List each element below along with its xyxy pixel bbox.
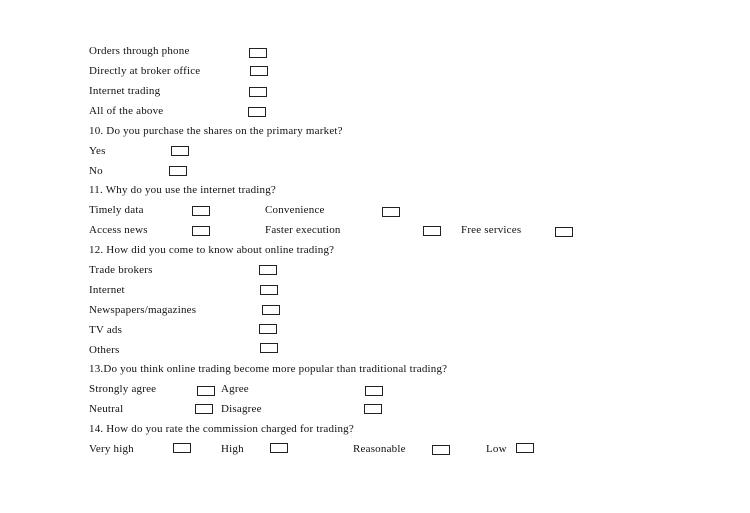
q11-option-free-services-checkbox[interactable] xyxy=(555,227,573,237)
q11-option-timely-data-label: Timely data xyxy=(89,204,144,216)
q10-option-no-checkbox[interactable] xyxy=(169,166,187,176)
q9-option-internet-checkbox[interactable] xyxy=(249,87,267,97)
q11-question: 11. Why do you use the internet trading? xyxy=(89,184,277,196)
q12-question: 12. How did you come to know about online trading? xyxy=(89,244,335,256)
q11-option-faster-execution-checkbox[interactable] xyxy=(423,226,441,236)
q14-option-high-label: High xyxy=(221,443,244,455)
q11-option-timely-data-checkbox[interactable] xyxy=(192,206,210,216)
q10-question: 10. Do you purchase the shares on the primary market? xyxy=(89,125,343,137)
q9-option-broker-office-checkbox[interactable] xyxy=(250,66,268,76)
q12-option-tv-ads-label: TV ads xyxy=(89,324,123,336)
q12-option-brokers-checkbox[interactable] xyxy=(259,265,277,275)
q13-option-disagree-label: Disagree xyxy=(221,403,262,415)
q13-option-neutral-checkbox[interactable] xyxy=(195,404,213,414)
q11-option-free-services-label: Free services xyxy=(461,224,522,236)
q13-option-neutral-label: Neutral xyxy=(89,403,124,415)
q14-question: 14. How do you rate the commission charged for trading? xyxy=(89,423,354,435)
q9-option-phone-checkbox[interactable] xyxy=(249,48,267,58)
q11-option-access-news-label: Access news xyxy=(89,224,148,236)
q13-option-strongly-agree-checkbox[interactable] xyxy=(197,386,215,396)
q12-option-newspapers-label: Newspapers/magazines xyxy=(89,304,197,316)
q12-option-brokers-label: Trade brokers xyxy=(89,264,153,276)
q9-option-broker-office-label: Directly at broker office xyxy=(89,65,201,77)
q14-option-very-high-label: Very high xyxy=(89,443,134,455)
q14-option-reasonable-label: Reasonable xyxy=(353,443,406,455)
q13-option-agree-label: Agree xyxy=(221,383,249,395)
q9-option-all-checkbox[interactable] xyxy=(248,107,266,117)
q12-option-others-checkbox[interactable] xyxy=(260,343,278,353)
q13-option-disagree-checkbox[interactable] xyxy=(364,404,382,414)
q11-option-faster-execution-label: Faster execution xyxy=(265,224,341,236)
q14-option-high-checkbox[interactable] xyxy=(270,443,288,453)
q10-option-no-label: No xyxy=(89,165,103,177)
q9-option-internet-label: Internet trading xyxy=(89,85,161,97)
q11-option-convenience-label: Convenience xyxy=(265,204,325,216)
q9-option-all-label: All of the above xyxy=(89,105,164,117)
q14-option-reasonable-checkbox[interactable] xyxy=(432,445,450,455)
q10-option-yes-label: Yes xyxy=(89,145,106,157)
q11-option-convenience-checkbox[interactable] xyxy=(382,207,400,217)
q14-option-low-checkbox[interactable] xyxy=(516,443,534,453)
q12-option-internet-label: Internet xyxy=(89,284,125,296)
q9-option-phone-label: Orders through phone xyxy=(89,45,190,57)
q11-option-access-news-checkbox[interactable] xyxy=(192,226,210,236)
q12-option-tv-ads-checkbox[interactable] xyxy=(259,324,277,334)
q12-option-internet-checkbox[interactable] xyxy=(260,285,278,295)
q13-option-agree-checkbox[interactable] xyxy=(365,386,383,396)
q13-option-strongly-agree-label: Strongly agree xyxy=(89,383,157,395)
q10-option-yes-checkbox[interactable] xyxy=(171,146,189,156)
q12-option-others-label: Others xyxy=(89,344,120,356)
q14-option-very-high-checkbox[interactable] xyxy=(173,443,191,453)
q14-option-low-label: Low xyxy=(486,443,507,455)
q13-question: 13.Do you think online trading become more popular than traditional trading? xyxy=(89,363,448,375)
q12-option-newspapers-checkbox[interactable] xyxy=(262,305,280,315)
